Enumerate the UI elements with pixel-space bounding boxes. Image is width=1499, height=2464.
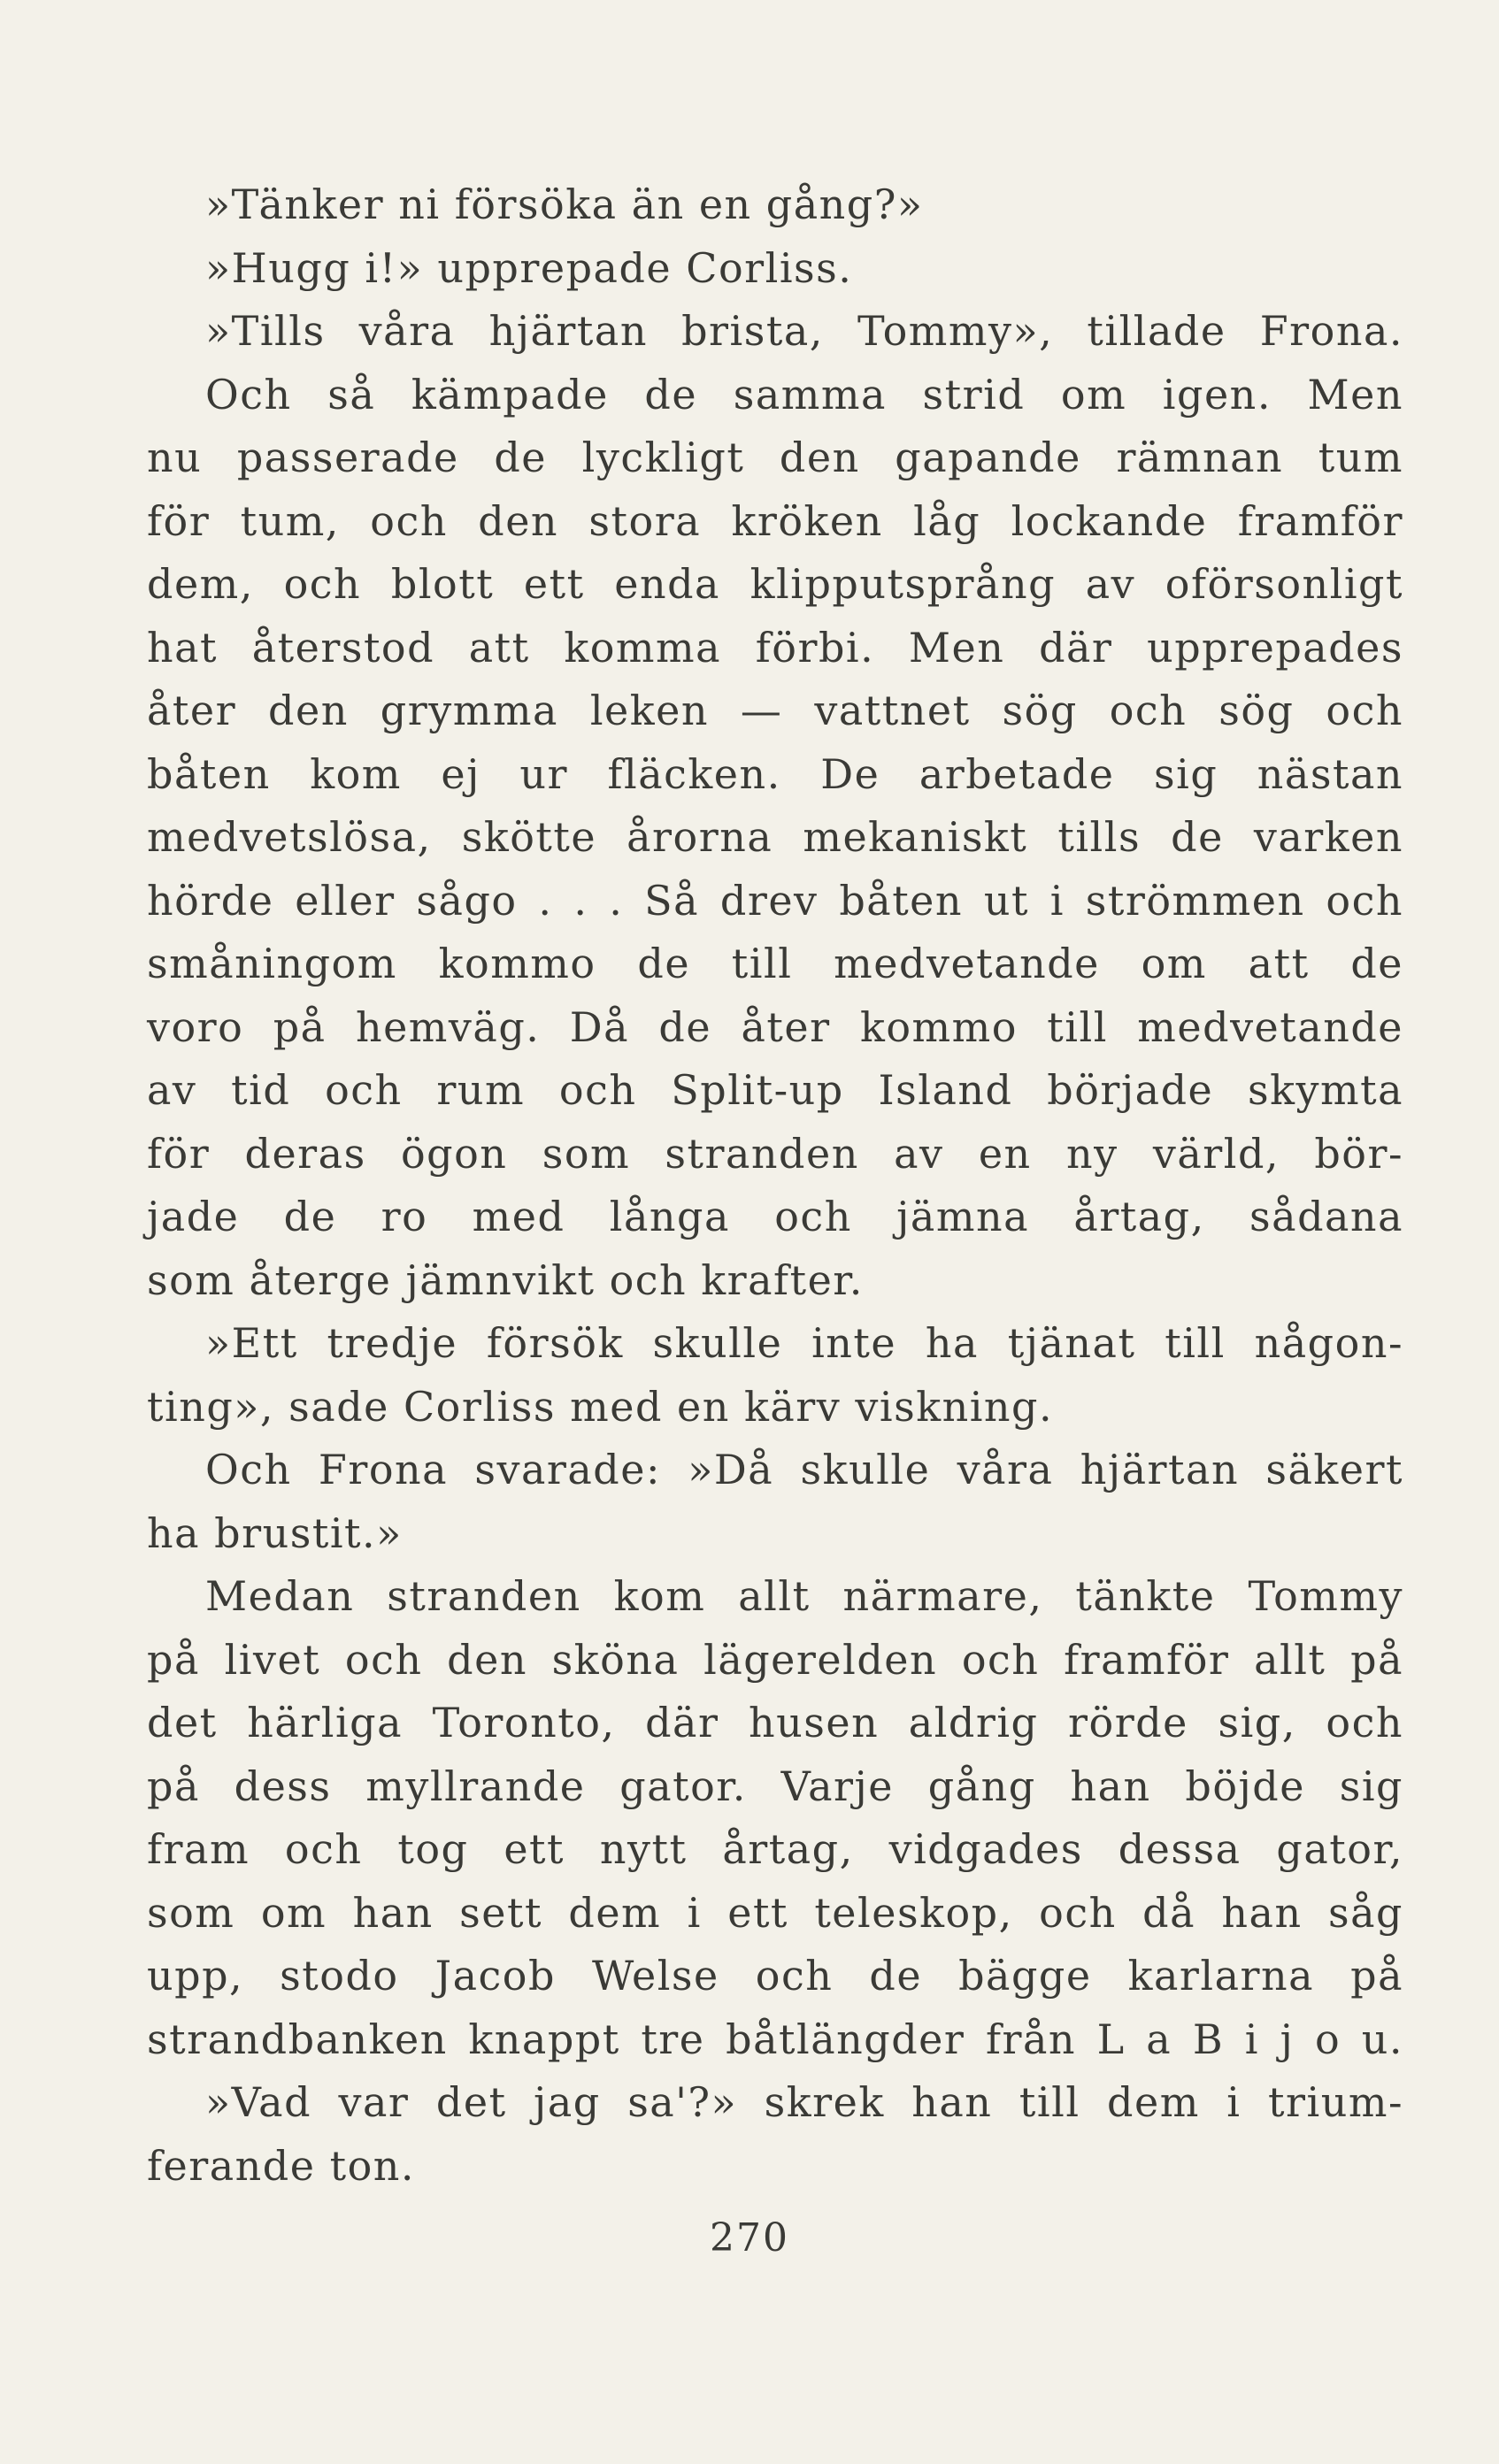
body-text: [147, 173, 1403, 2198]
text-line: hörde eller sågo . . . Så drev båten ut i strömmen och: [147, 876, 1403, 925]
text-line: det härliga Toronto, där husen aldrig rörde sig, och: [147, 1699, 1403, 1746]
text-line: ting», sade Corliss med en kärv viskning.: [147, 1382, 1054, 1431]
text-line: på livet och den sköna lägerelden och framför allt på: [147, 1635, 1403, 1684]
text-line: »Tänker ni försöka än en gång?»: [205, 180, 924, 228]
text-line: dem, och blott ett enda klipputsprång av oförsonligt: [147, 560, 1403, 608]
text-line: ha brustit.»: [147, 1508, 403, 1557]
text-line: för tum, och den stora kröken låg lockande framför: [147, 496, 1403, 545]
text-line: »Ett tredje försök skulle inte ha tjänat till någon-: [205, 1319, 1403, 1367]
text-line: hat återstod att komma förbi. Men där upprepades: [147, 623, 1403, 672]
text-line: småningom kommo de till medvetande om att de: [147, 940, 1403, 987]
text-line: som återge jämnvikt och krafter.: [147, 1255, 864, 1304]
text-line: medvetslösa, skötte årorna mekaniskt tills de varken: [147, 813, 1403, 861]
text-line: nu passerade de lyckligt den gapande rämnan tum: [147, 434, 1403, 481]
text-line: Och så kämpade de samma strid om igen. Men: [205, 370, 1403, 418]
text-line: på dess myllrande gator. Varje gång han böjde sig: [147, 1762, 1403, 1810]
text-line: »Hugg i!» upprepade Corliss.: [205, 243, 853, 292]
text-line: för deras ögon som stranden av en ny värld, bör-: [147, 1129, 1403, 1178]
text-line: jade de ro med långa och jämna årtag, sådana: [147, 1193, 1403, 1240]
text-line: Och Frona svarade: »Då skulle våra hjärtan säkert: [205, 1446, 1403, 1493]
text-line: upp, stodo Jacob Welse och de bägge karlarna på: [147, 1952, 1403, 2000]
text-line: som om han sett dem i ett teleskop, och då han såg: [147, 1888, 1403, 1937]
text-line: »Tills våra hjärtan brista, Tommy», tillade Frona.: [205, 307, 1403, 355]
page-number: 270: [710, 2215, 789, 2261]
text-line: fram och tog ett nytt årtag, vidgades dessa gator,: [147, 1825, 1403, 1873]
text-line: ferande ton.: [147, 2141, 416, 2190]
text-line: båten kom ej ur fläcken. De arbetade sig nästan: [147, 749, 1403, 798]
text-line: voro på hemväg. Då de åter kommo till medvetande: [147, 1002, 1403, 1051]
text-line: Medan stranden kom allt närmare, tänkte Tommy: [205, 1572, 1403, 1620]
text-line: åter den grymma leken — vattnet sög och sög och: [147, 687, 1403, 734]
text-line: »Vad var det jag sa'?» skrek han till dem i trium-: [205, 2078, 1403, 2126]
text-line: strandbanken knappt tre båtlängder från L a B i j o u.: [147, 2015, 1403, 2063]
text-line: av tid och rum och Split-up Island började skymta: [147, 1066, 1403, 1114]
